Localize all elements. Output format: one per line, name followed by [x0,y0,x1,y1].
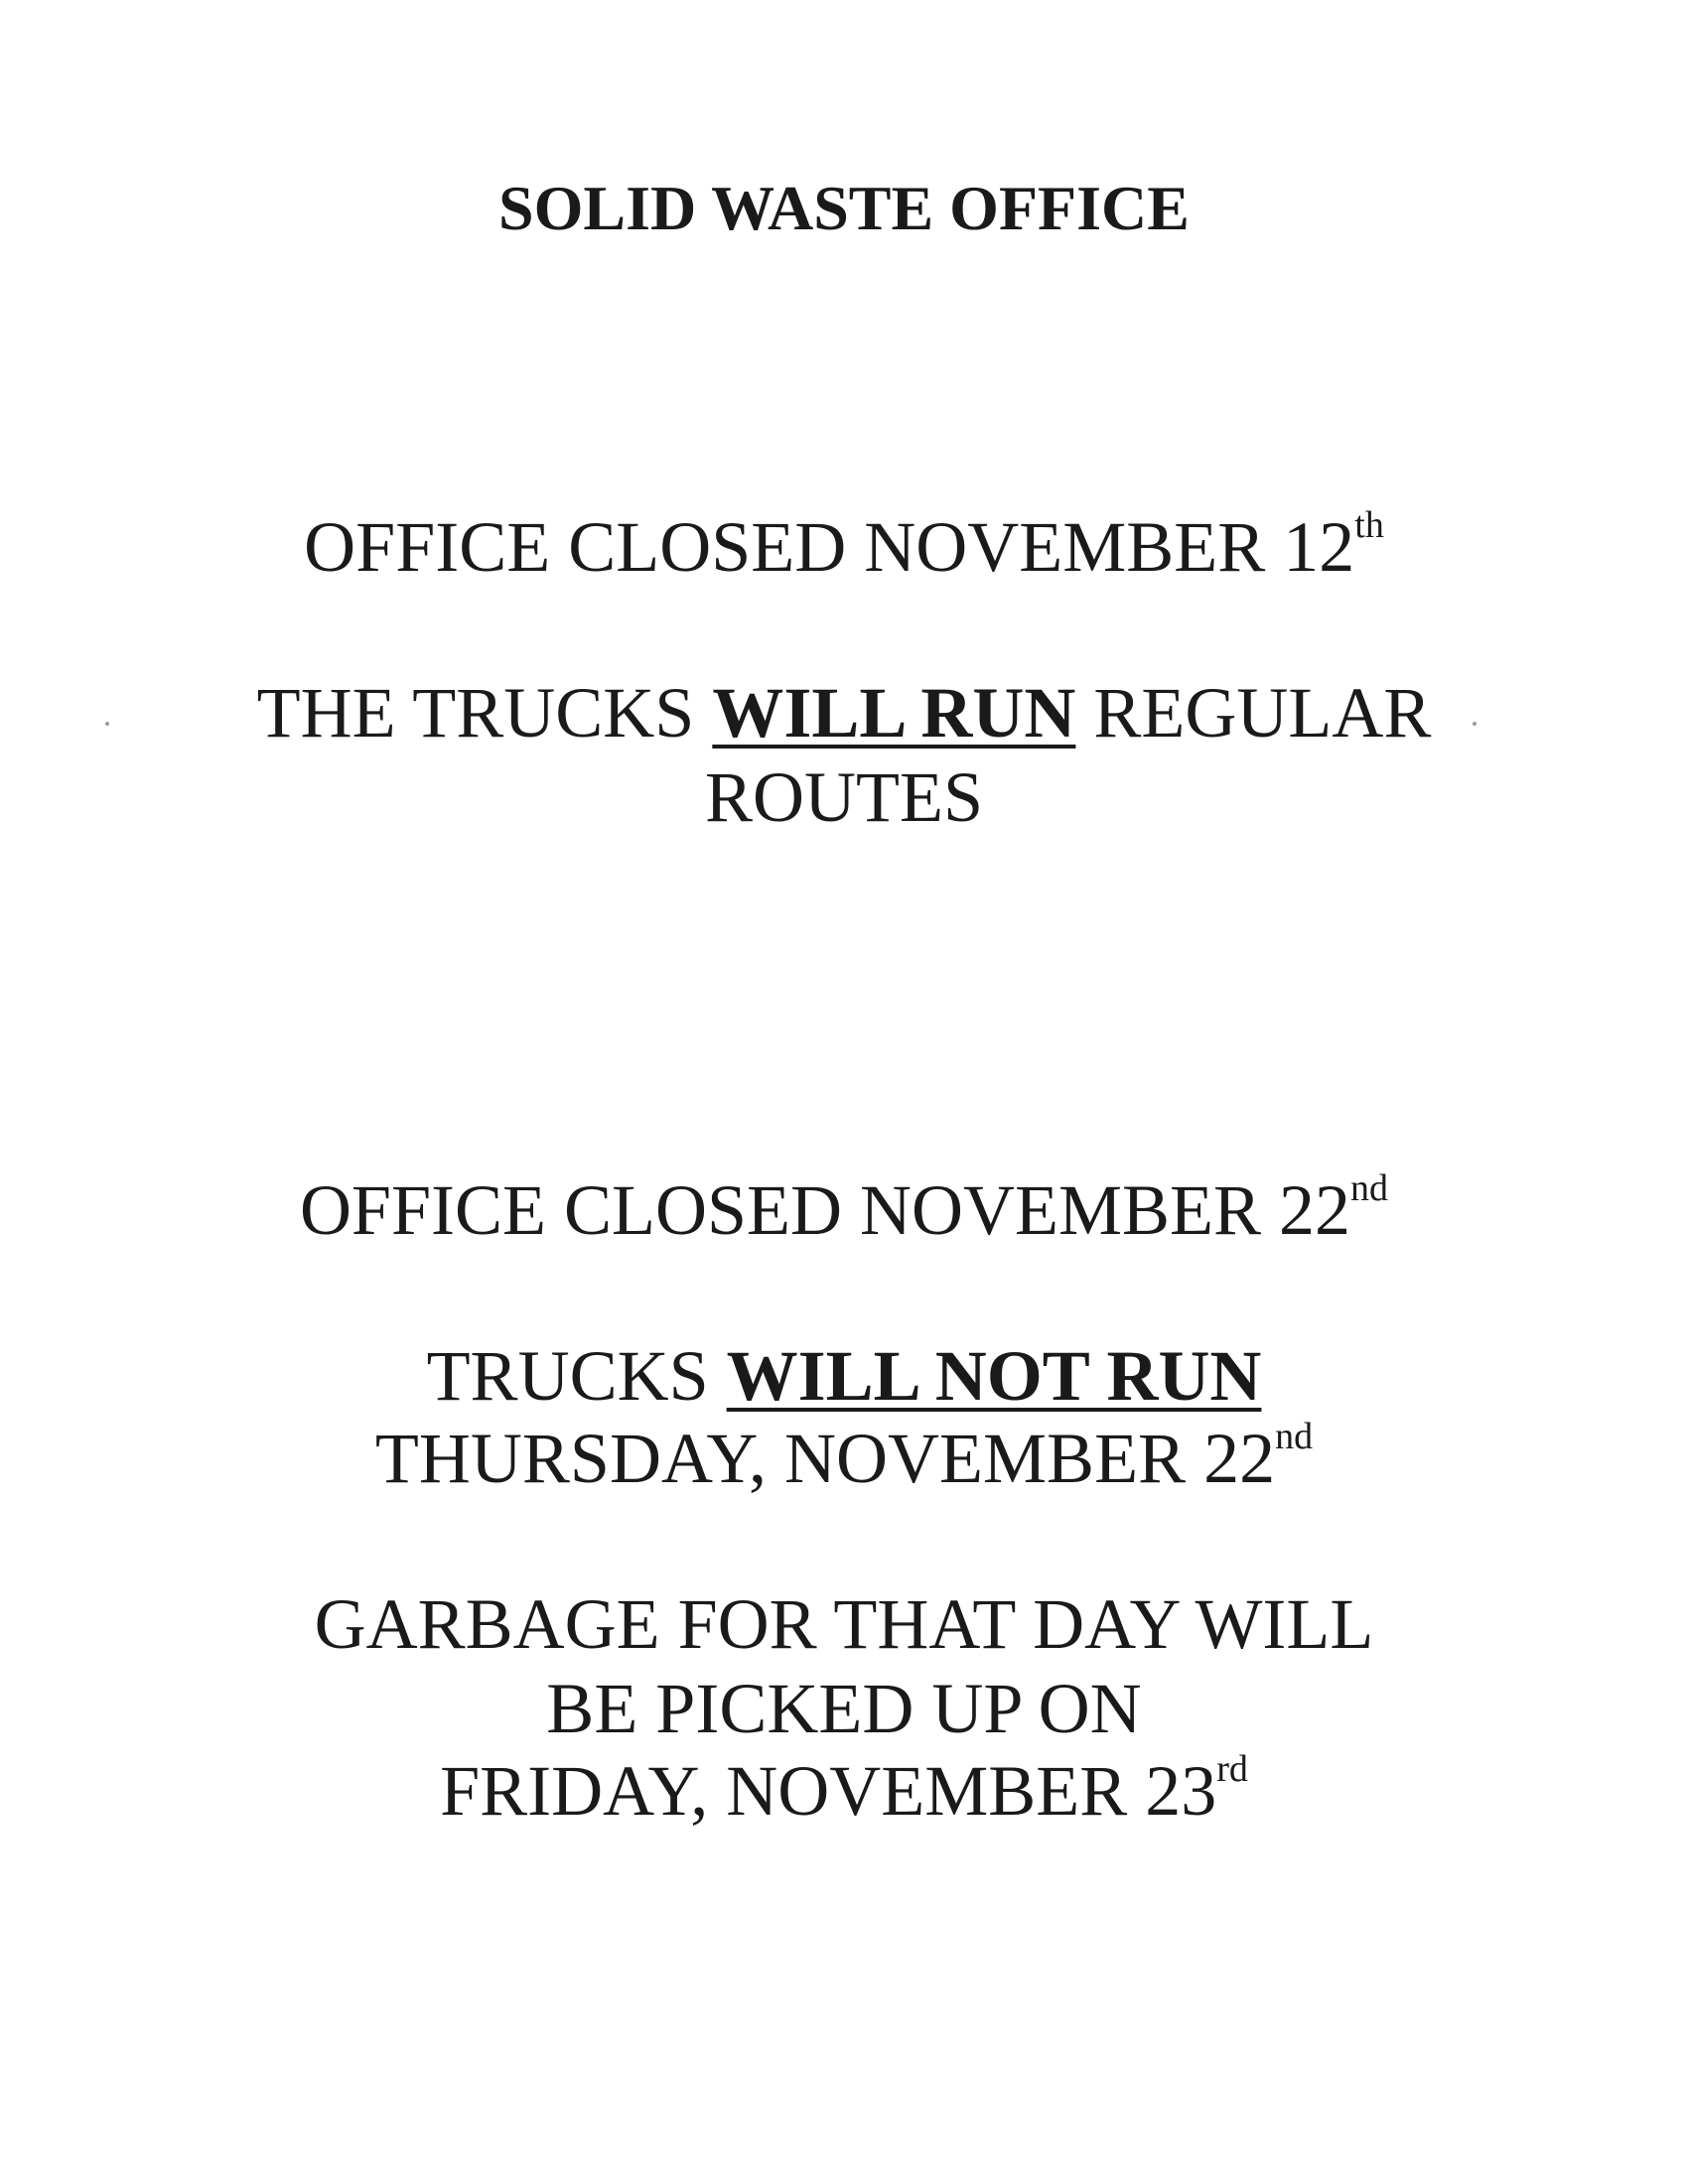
office-closed-nov-12-text: OFFICE CLOSED NOVEMBER 12 [304,507,1355,587]
office-closed-nov-22 [0,1167,1688,1250]
thursday-line [0,1416,1688,1498]
office-closed-nov-12 [0,504,1688,587]
thursday-text: THURSDAY, NOVEMBER 22 [374,1419,1276,1498]
will-not-run-emphasis: WILL NOT RUN [726,1336,1262,1416]
page-title: SOLID WASTE OFFICE [498,173,1190,243]
will-run-emphasis: WILL RUN [712,673,1076,752]
ordinal-suffix: nd [1275,1416,1314,1457]
ordinal-suffix: rd [1216,1748,1248,1790]
trucks-will-run-line [0,673,1688,752]
trucks-prefix: THE TRUCKS [256,673,713,752]
friday-text: FRIDAY, NOVEMBER 23 [440,1751,1217,1831]
ordinal-suffix: nd [1350,1167,1389,1209]
scan-speck [1473,722,1477,726]
garbage-line-1: GARBAGE FOR THAT DAY WILL [314,1584,1374,1664]
friday-line [0,1748,1688,1831]
office-closed-nov-22-text: OFFICE CLOSED NOVEMBER 22 [299,1170,1351,1250]
scan-speck [105,722,109,726]
garbage-line-2: BE PICKED UP ON [546,1669,1142,1748]
trucks-will-not-run-line [0,1336,1688,1416]
trucks-prefix: TRUCKS [426,1336,727,1416]
trucks-suffix: REGULAR [1075,673,1432,752]
routes-line: ROUTES [704,757,984,837]
ordinal-suffix: th [1354,504,1384,546]
